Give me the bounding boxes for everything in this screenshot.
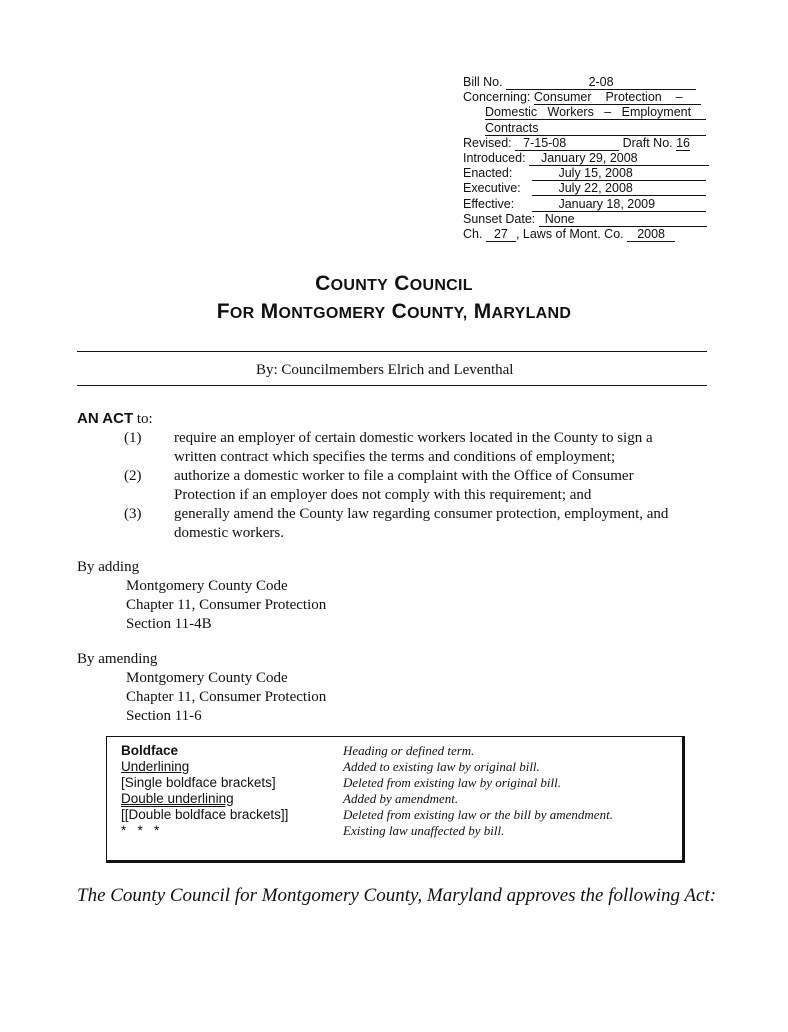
concerning-row-2 xyxy=(463,105,706,120)
by-adding-label: By adding xyxy=(77,559,140,575)
item-number: (1) xyxy=(124,430,142,446)
by-amending-line: Chapter 11, Consumer Protection xyxy=(126,689,327,705)
by-amending-label: By amending xyxy=(77,651,158,667)
by-adding-line: Chapter 11, Consumer Protection xyxy=(126,597,327,613)
enacted-label: Enacted: xyxy=(463,166,513,181)
concerning-value-1: Consumer Protection – xyxy=(534,91,701,105)
enacted-row xyxy=(463,166,706,181)
item-text-line: require an employer of certain domestic workers located in the County to sign a xyxy=(174,430,653,446)
act-heading: AN ACT to: xyxy=(77,410,153,427)
executive-row xyxy=(463,181,706,196)
legend-desc: Deleted from existing law by original bill. xyxy=(343,775,561,790)
act-purposes xyxy=(0,429,788,543)
sunset-value: None xyxy=(539,213,707,227)
concerning-value-3: Contracts xyxy=(485,122,706,136)
item-text-line: generally amend the County law regarding consumer protection, employment, and xyxy=(174,506,669,522)
draft-label: Draft No. xyxy=(622,135,673,150)
sunset-label: Sunset Date: xyxy=(463,211,536,226)
county-title: FOR MONTGOMERY COUNTY, MARYLAND xyxy=(216,300,572,323)
sunset-row xyxy=(463,212,706,227)
revised-label: Revised: xyxy=(463,135,512,150)
bill-number-row xyxy=(463,75,706,90)
introduced-label: Introduced: xyxy=(463,150,526,165)
effective-row xyxy=(463,197,706,212)
executive-value: July 22, 2008 xyxy=(532,182,706,196)
concerning-value-2: Domestic Workers – Employment xyxy=(485,106,706,120)
legend-term-double-brackets: [[Double boldface brackets]] xyxy=(121,807,289,822)
legend-term-asterisks: * * * xyxy=(121,823,160,838)
legend-term-double-underlining: Double underlining xyxy=(121,791,234,806)
item-text-line: written contract which specifies the terms and conditions of employment; xyxy=(174,449,616,465)
by-amending-line: Montgomery County Code xyxy=(126,670,288,686)
concerning-row xyxy=(463,90,706,105)
draft-value: 16 xyxy=(676,135,691,150)
chapter-prefix: Ch. xyxy=(463,226,483,241)
legend-desc: Heading or defined term. xyxy=(343,743,475,758)
legend-term-single-brackets: [Single boldface brackets] xyxy=(121,775,276,790)
bill-info-block xyxy=(463,75,706,242)
revised-row xyxy=(463,136,706,151)
concerning-label: Concerning: xyxy=(463,90,531,105)
item-text-line: authorize a domestic worker to file a complaint with the Office of Consumer xyxy=(174,468,634,484)
executive-label: Executive: xyxy=(463,181,521,196)
legend-desc: Existing law unaffected by bill. xyxy=(343,823,505,838)
divider-top xyxy=(77,351,707,352)
item-text-line: Protection if an employer does not comply with this requirement; and xyxy=(174,487,592,503)
introduced-value: January 29, 2008 xyxy=(529,152,709,166)
council-title: COUNTY COUNCIL xyxy=(315,272,473,295)
effective-value: January 18, 2009 xyxy=(532,198,706,212)
laws-label: , Laws of Mont. Co. xyxy=(515,226,624,241)
item-number: (3) xyxy=(124,506,142,522)
legend-term-boldface: Boldface xyxy=(121,743,179,758)
chapter-row xyxy=(463,227,706,242)
sponsors: By: Councilmembers Elrich and Leventhal xyxy=(256,362,514,378)
legend-desc: Added by amendment. xyxy=(343,791,459,806)
bill-no-value: 2-08 xyxy=(506,76,696,90)
introduced-row xyxy=(463,151,706,166)
by-adding-line: Section 11-4B xyxy=(126,616,212,632)
enacting-clause: The County Council for Montgomery County, Maryland approves the following Act: xyxy=(77,885,717,906)
legend-desc: Added to existing law by original bill. xyxy=(343,759,540,774)
legend-box xyxy=(106,736,685,863)
enacted-value: July 15, 2008 xyxy=(532,167,706,181)
legend-term-underlining: Underlining xyxy=(121,759,190,774)
legend-desc: Deleted from existing law or the bill by amendment. xyxy=(343,807,613,822)
effective-label: Effective: xyxy=(463,196,515,211)
revised-value: 7-15-08 xyxy=(515,137,619,151)
concerning-row-3 xyxy=(463,121,706,136)
item-text-line: domestic workers. xyxy=(174,525,284,541)
by-adding-line: Montgomery County Code xyxy=(126,578,288,594)
item-number: (2) xyxy=(124,468,142,484)
chapter-value: 27 xyxy=(486,228,516,242)
bill-no-label: Bill No. xyxy=(463,75,503,89)
divider-bottom xyxy=(77,385,707,386)
by-amending-line: Section 11-6 xyxy=(126,708,202,724)
laws-year: 2008 xyxy=(627,228,675,242)
